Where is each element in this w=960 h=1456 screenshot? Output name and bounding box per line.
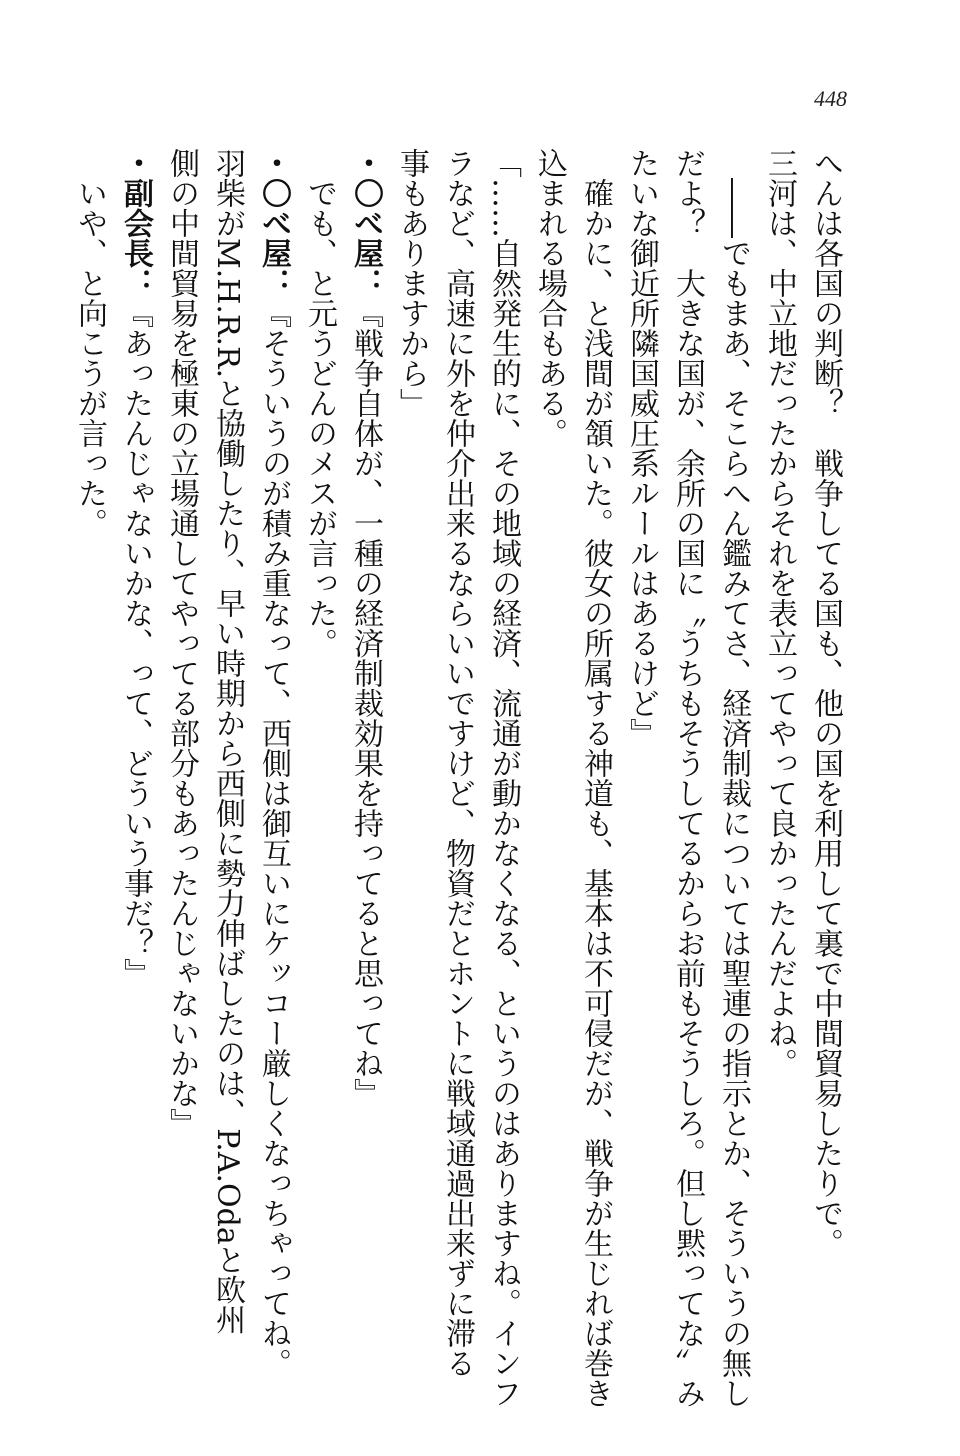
text-line: 込まれる場合もある。 <box>532 148 567 448</box>
text-line: いや、と向こうが言った。 <box>72 148 107 538</box>
speaker-label: ・〇べ屋： <box>256 148 291 298</box>
text-line: ラなど、高速に外を仲介出来るならいいですけど、物資だとホントに戦域通過出来ずに滞る <box>440 148 475 1378</box>
text-line: 「……自然発生的に、その地域の経済、流通が動かなくなる、というのはありますね。インフ <box>486 148 521 1408</box>
text-line: 羽柴がM.H.R.R.と協働したり、早い時期から西側に勢力伸ばしたのは、P.A.Odaと欧州 <box>210 148 245 1335</box>
page-number: 448 <box>814 86 847 111</box>
text-line: ――でもまあ、そこらへん鑑みてさ、経済制裁については聖連の指示とか、そういうの無し <box>716 148 751 1408</box>
dialogue-line <box>342 148 388 1328</box>
speaker-label: ・副会長： <box>118 148 153 298</box>
text-line: へんは各国の判断？ 戦争してる国も、他の国を利用して裏で中間貿易したりで。 <box>808 148 843 1258</box>
dialogue-text: 『そういうのが積み重なって、西側は御互いにケッコー厳しくなっちゃってね。 <box>256 298 291 1378</box>
dialogue-line <box>112 148 158 1328</box>
text-line: でも、と元うどんのメスが言った。 <box>302 148 337 658</box>
speaker-label: ・〇べ屋： <box>348 148 383 298</box>
dialogue-text: 『あったんじゃないかな、って、どういう事だ？』 <box>118 298 153 988</box>
text-line: 三河は、中立地だったからそれを表立ってやって良かったんだよね。 <box>762 148 797 1078</box>
text-line: 事もありますから」 <box>394 148 429 418</box>
text-line: だよ？ 大きな国が、余所の国に〝うちもそうしてるからお前もそうしろ。但し黙ってな〟み <box>670 148 705 1408</box>
dialogue-line <box>250 148 296 1378</box>
text-line: 側の中間貿易を極東の立場通してやってる部分もあったんじゃないかな』 <box>164 148 199 1138</box>
text-line: たいな御近所隣国威圧系ルールはあるけど』 <box>624 148 659 748</box>
text-line: 確かに、と浅間が頷いた。彼女の所属する神道も、基本は不可侵だが、戦争が生じれば巻き <box>578 148 613 1408</box>
dialogue-text: 『戦争自体が、一種の経済制裁効果を持ってると思ってね』 <box>348 298 383 1108</box>
vertical-text-block <box>72 148 848 1408</box>
